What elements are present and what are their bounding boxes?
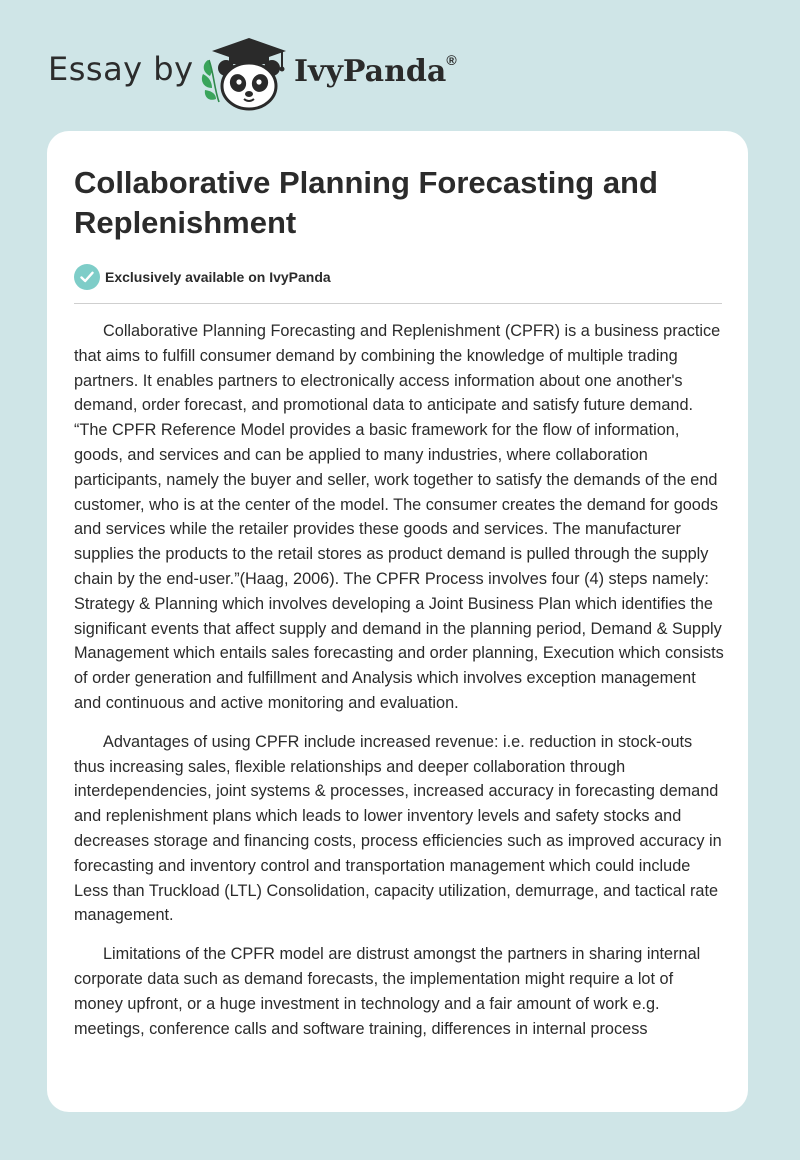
- check-circle-icon: [74, 264, 100, 290]
- registered-mark: ®: [446, 52, 457, 68]
- essay-by-label: Essay by: [48, 50, 194, 88]
- panda-graduate-logo-icon: [200, 36, 292, 112]
- brand-name-text: IvyPanda: [294, 54, 447, 89]
- essay-body: [74, 319, 724, 1055]
- divider: [74, 303, 722, 304]
- brand-name[interactable]: [294, 52, 457, 89]
- essay-card: [47, 131, 748, 1112]
- brand-header: [48, 32, 468, 112]
- page-title: Collaborative Planning Forecasting and Replenishment: [74, 165, 658, 240]
- exclusive-badge: [74, 264, 331, 290]
- paragraph: Advantages of using CPFR include increased revenue: i.e. reduction in stock-outs thus increasing sales, flexible relationships and deeper collaboration through interdependencies, joint systems & processes, increased accuracy in forecasting demand and replenishment plans which leads to lower inventory levels and safety stocks and decreases storage and financing costs, process efficiencies such as improved accuracy in forecasting and inventory control and transportation management which could include Less than Truckload (LTL) Consolidation, capacity utilization, demurrage, and tactical rate management.: [74, 732, 722, 925]
- paragraph: Collaborative Planning Forecasting and Replenishment (CPFR) is a business practice that aims to fulfill consumer demand by combining the knowledge of multiple trading partners. It enables partners to electronically access information about one another's demand, order forecast, and promotional data to anticipate and satisfy future demand. “The CPFR Reference Model provides a basic framework for the flow of information, goods, and services and can be applied to many industries, where collaboration participants, namely the buyer and seller, work together to satisfy the demands of the end customer, who is at the center of the model. The consumer creates the demand for goods and services while the retailer provides these goods and services. The manufacturer supplies the products to the retail stores as product demand is pulled through the supply chain by the end-user.”(Haag, 2006). The CPFR Process involves four (4) steps namely: Strategy & Planning which involves developing a Joint Business Plan which identifies the significant events that affect supply and demand in the planning period, Demand & Supply Management which entails sales forecasting and order planning, Execution which consists of order generation and fulfillment and Analysis which involves exception management and continuous and active monitoring and evaluation.: [74, 322, 724, 712]
- exclusive-label: Exclusively available on IvyPanda: [105, 269, 331, 285]
- paragraph: Limitations of the CPFR model are distrust amongst the partners in sharing internal corporate data such as demand forecasts, the implementation might require a lot of money upfront, or a huge investment in technology and a fair amount of work e.g. meetings, conference calls and software training, differences in internal process: [74, 945, 701, 1038]
